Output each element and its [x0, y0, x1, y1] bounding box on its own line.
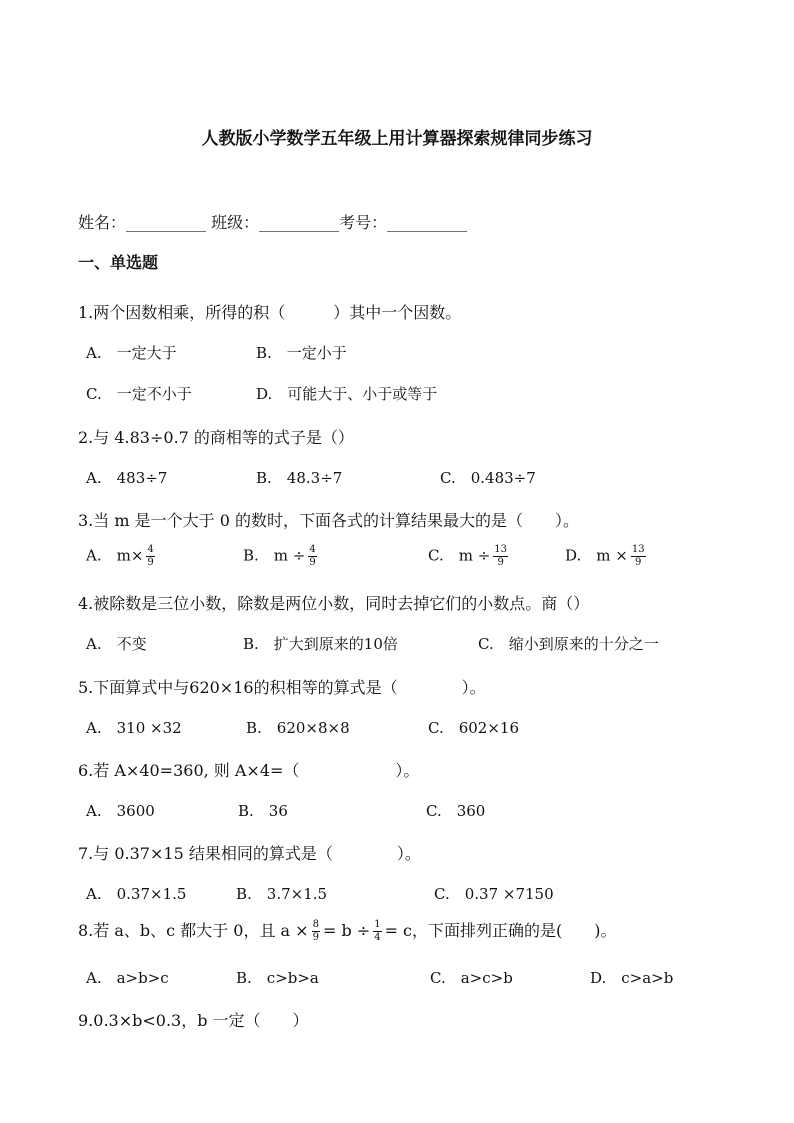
exam-label: 考号： [339, 213, 388, 232]
q3-option-c [428, 544, 511, 569]
exam-blank: __________ [387, 213, 468, 232]
q5-option-c: C. 602×16 [428, 719, 519, 737]
q6-option-c: C. 360 [426, 802, 486, 820]
q7-option-b: B. 3.7×1.5 [236, 885, 328, 903]
q3-option-a-fraction [146, 544, 154, 569]
q3-option-b-fraction [308, 544, 316, 569]
q3-option-a-label: A. m× [86, 546, 144, 565]
student-info-line [78, 210, 467, 233]
q6-option-a: A. 3600 [86, 802, 155, 820]
class-blank: __________ [259, 213, 340, 232]
q5-option-a: A. 310 ×32 [86, 719, 182, 737]
question-9: 9.0.3×b<0.3，b 一定（ ） [78, 1011, 309, 1030]
fraction-denominator: 9 [635, 557, 642, 568]
fraction-numerator: 13 [494, 544, 508, 555]
question-2: 2.与 4.83÷0.7 的商相等的式子是（） [78, 428, 354, 447]
q4-option-c: C. 缩小到原来的十分之一 [478, 635, 659, 653]
q2-option-b: B. 48.3÷7 [256, 469, 343, 487]
q3-option-d-label: D. m × [565, 546, 628, 565]
q8-text-post: = c，下面排列正确的是( )。 [384, 921, 617, 940]
q3-option-d [565, 544, 649, 569]
q8-fraction-1 [312, 919, 320, 944]
question-8 [78, 918, 617, 944]
q8-option-a: A. a>b>c [86, 969, 169, 987]
page-title: 人教版小学数学五年级上用计算器探索规律同步练习 [201, 129, 593, 149]
class-label: 班级： [211, 213, 260, 232]
q1-option-b: B. 一定小于 [256, 344, 347, 362]
fraction-denominator: 9 [312, 932, 319, 943]
q7-option-a: A. 0.37×1.5 [86, 885, 187, 903]
q2-option-a: A. 483÷7 [86, 469, 168, 487]
q3-option-b-label: B. m ÷ [243, 546, 306, 565]
q3-option-a [86, 544, 158, 569]
question-3: 3.当 m 是一个大于 0 的数时，下面各式的计算结果最大的是（ ）。 [78, 511, 579, 530]
question-5: 5.下面算式中与620×16的积相等的算式是（ ）。 [78, 678, 486, 697]
q4-option-b: B. 扩大到原来的10倍 [243, 635, 398, 653]
q2-option-c: C. 0.483÷7 [440, 469, 536, 487]
fraction-numerator: 4 [309, 544, 316, 555]
q1-option-a: A. 一定大于 [86, 344, 177, 362]
q3-option-c-fraction [493, 544, 508, 569]
q8-option-b: B. c>b>a [236, 969, 319, 987]
question-4: 4.被除数是三位小数，除数是两位小数，同时去掉它们的小数点。商（） [78, 594, 590, 613]
name-label: 姓名： [78, 213, 127, 232]
q8-option-c: C. a>c>b [430, 969, 513, 987]
q1-option-d: D. 可能大于、小于或等于 [256, 385, 438, 403]
q4-option-a: A. 不变 [86, 635, 147, 653]
q7-option-c: C. 0.37 ×7150 [434, 885, 554, 903]
q3-option-d-fraction [631, 544, 646, 569]
fraction-denominator: 9 [147, 557, 154, 568]
fraction-denominator: 4 [374, 932, 381, 943]
q8-option-d: D. c>a>b [590, 969, 674, 987]
q8-text-mid: = b ÷ [322, 921, 371, 940]
q3-option-c-label: C. m ÷ [428, 546, 491, 565]
q3-option-b [243, 544, 320, 569]
question-1: 1.两个因数相乘，所得的积（ ）其中一个因数。 [78, 303, 462, 322]
question-7: 7.与 0.37×15 结果相同的算式是（ ）。 [78, 844, 421, 863]
fraction-numerator: 4 [147, 544, 154, 555]
fraction-numerator: 13 [631, 544, 645, 555]
fraction-denominator: 9 [497, 557, 504, 568]
q5-option-b: B. 620×8×8 [246, 719, 350, 737]
fraction-denominator: 9 [309, 557, 316, 568]
q8-text-pre: 8.若 a、b、c 都大于 0，且 a × [78, 921, 309, 940]
q8-fraction-2 [373, 919, 381, 944]
q6-option-b: B. 36 [238, 802, 288, 820]
question-6: 6.若 A×40=360, 则 A×4=（ ）。 [78, 761, 420, 780]
fraction-numerator: 8 [312, 919, 319, 930]
name-blank: __________ [126, 213, 207, 232]
q1-option-c: C. 一定不小于 [86, 385, 192, 403]
fraction-numerator: 1 [374, 919, 381, 930]
section-heading: 一、单选题 [78, 253, 159, 272]
